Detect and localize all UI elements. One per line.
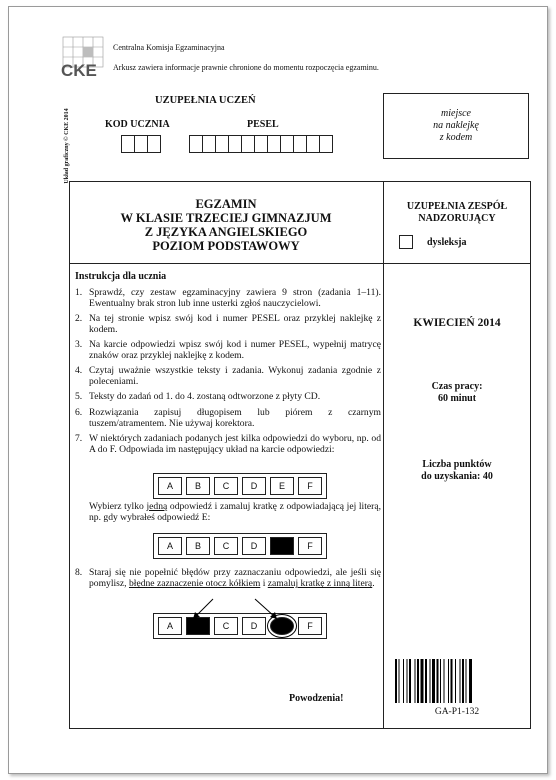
answer-box[interactable]: B (186, 477, 210, 495)
answer-box[interactable]: A (158, 617, 182, 635)
good-luck-text: Powodzenia! (289, 693, 344, 704)
booklet-code: GA-P1-132 (434, 707, 480, 717)
instruction-item: 2. Na tej stronie wpisz swój kod i numer PESEL oraz przyklej naklejkę z kodem. (75, 313, 381, 336)
answer-box[interactable]: F (298, 537, 322, 555)
copyright-note: Układ graficzny © CKE 2014 (64, 108, 70, 184)
exam-title: EGZAMIN W KLASIE TRZECIEJ GIMNAZJUM Z JĘZYKA ANGIELSKIEGO POZIOM PODSTAWOWY (120, 197, 332, 253)
answer-box[interactable]: F (298, 477, 322, 495)
pesel-box[interactable] (202, 135, 216, 153)
code-box[interactable] (121, 135, 135, 153)
pesel-box[interactable] (189, 135, 203, 153)
exam-cover-page (8, 6, 548, 774)
instruction-item: 6. Rozwiązania zapisuj długopisem lub piórem z czarnym tuszem/atramentem. Nie używaj korektora. (75, 407, 381, 430)
code-box[interactable] (147, 135, 161, 153)
pesel-box[interactable] (293, 135, 307, 153)
instruction-item: 8. Staraj się nie popełnić błędów przy zaznaczaniu odpowiedzi, ale jeśli się pomylisz, błędne zaznaczenie otocz kółkiem i zamaluj kratkę z inną literą. (75, 567, 381, 590)
answer-box[interactable]: C (214, 537, 238, 555)
pesel-box[interactable] (215, 135, 229, 153)
sticker-placeholder: miejsce na naklejkę z kodem (383, 93, 529, 159)
answer-box-filled[interactable] (270, 537, 294, 555)
instruction-7-sub: Wybierz tylko jedną odpowiedź i zamaluj kratkę z odpowiadającą jej literą, np. gdy wybrałeś odpowiedź E: (89, 501, 381, 524)
pesel-box[interactable] (254, 135, 268, 153)
student-fill-label: UZUPEŁNIA UCZEŃ (155, 95, 256, 106)
pesel-box[interactable] (241, 135, 255, 153)
answer-box[interactable]: D (242, 477, 266, 495)
team-fill-label: UZUPEŁNIA ZESPÓŁ NADZORUJĄCY (406, 201, 508, 224)
pesel-box[interactable] (228, 135, 242, 153)
answer-box[interactable]: F (298, 617, 322, 635)
pesel-box[interactable] (280, 135, 294, 153)
instruction-item: 4. Czytaj uważnie wszystkie teksty i zadania. Wykonuj zadania zgodnie z poleceniami. (75, 365, 381, 388)
pesel-field[interactable] (189, 135, 332, 153)
student-code-field[interactable] (121, 135, 160, 153)
divider-line (383, 263, 531, 264)
cke-logo (57, 35, 119, 79)
instruction-item: 3. Na karcie odpowiedzi wpisz swój kod i numer PESEL, wypełnij matrycę znaków oraz przyklej naklejkę z kodem. (75, 339, 381, 362)
answer-box[interactable]: B (186, 537, 210, 555)
student-code-label: KOD UCZNIA (105, 119, 170, 130)
exam-date: KWIECIEŃ 2014 (413, 317, 501, 329)
instruction-item: 7. W niektórych zadaniach podanych jest kilka odpowiedzi do wyboru, np. od A do F. Odpowiada im następujący układ na karcie odpowiedzi: (75, 433, 381, 456)
confidential-notice: Arkusz zawiera informacje prawnie chronione do momentu rozpoczęcia egzaminu. (113, 63, 379, 72)
instructions-title: Instrukcja dla ucznia (75, 271, 167, 282)
answer-box[interactable]: E (270, 477, 294, 495)
dyslexia-label: dysleksja (427, 236, 467, 248)
pesel-label: PESEL (247, 119, 279, 130)
answer-box[interactable]: C (214, 617, 238, 635)
pesel-box[interactable] (319, 135, 333, 153)
org-name: Centralna Komisja Egzaminacyjna (113, 43, 225, 52)
answer-grid-example (153, 473, 327, 499)
answer-grid-filled-example (153, 533, 327, 559)
answer-box[interactable]: A (158, 477, 182, 495)
pesel-box[interactable] (267, 135, 281, 153)
dyslexia-row (399, 235, 466, 249)
dyslexia-checkbox[interactable] (399, 235, 413, 249)
answer-box[interactable]: C (214, 477, 238, 495)
title-divider (69, 263, 383, 264)
time-info: Czas pracy: 60 minut (431, 381, 483, 404)
arrows-icon (179, 595, 303, 623)
instruction-item: 1. Sprawdź, czy zestaw egzaminacyjny zawiera 9 stron (zadania 1–11). Ewentualny brak stron lub inne usterki zgłoś nauczycielowi. (75, 287, 381, 310)
barcode-icon (395, 659, 519, 703)
logo-text: CKE (61, 61, 97, 79)
answer-box[interactable]: D (242, 537, 266, 555)
pesel-box[interactable] (306, 135, 320, 153)
code-box[interactable] (134, 135, 148, 153)
points-info: Liczba punktów do uzyskania: 40 (421, 459, 493, 482)
answer-box[interactable]: D (242, 617, 266, 635)
instruction-item: 5. Teksty do zadań od 1. do 4. zostaną odtworzone z płyty CD. (75, 391, 321, 402)
answer-box[interactable]: A (158, 537, 182, 555)
